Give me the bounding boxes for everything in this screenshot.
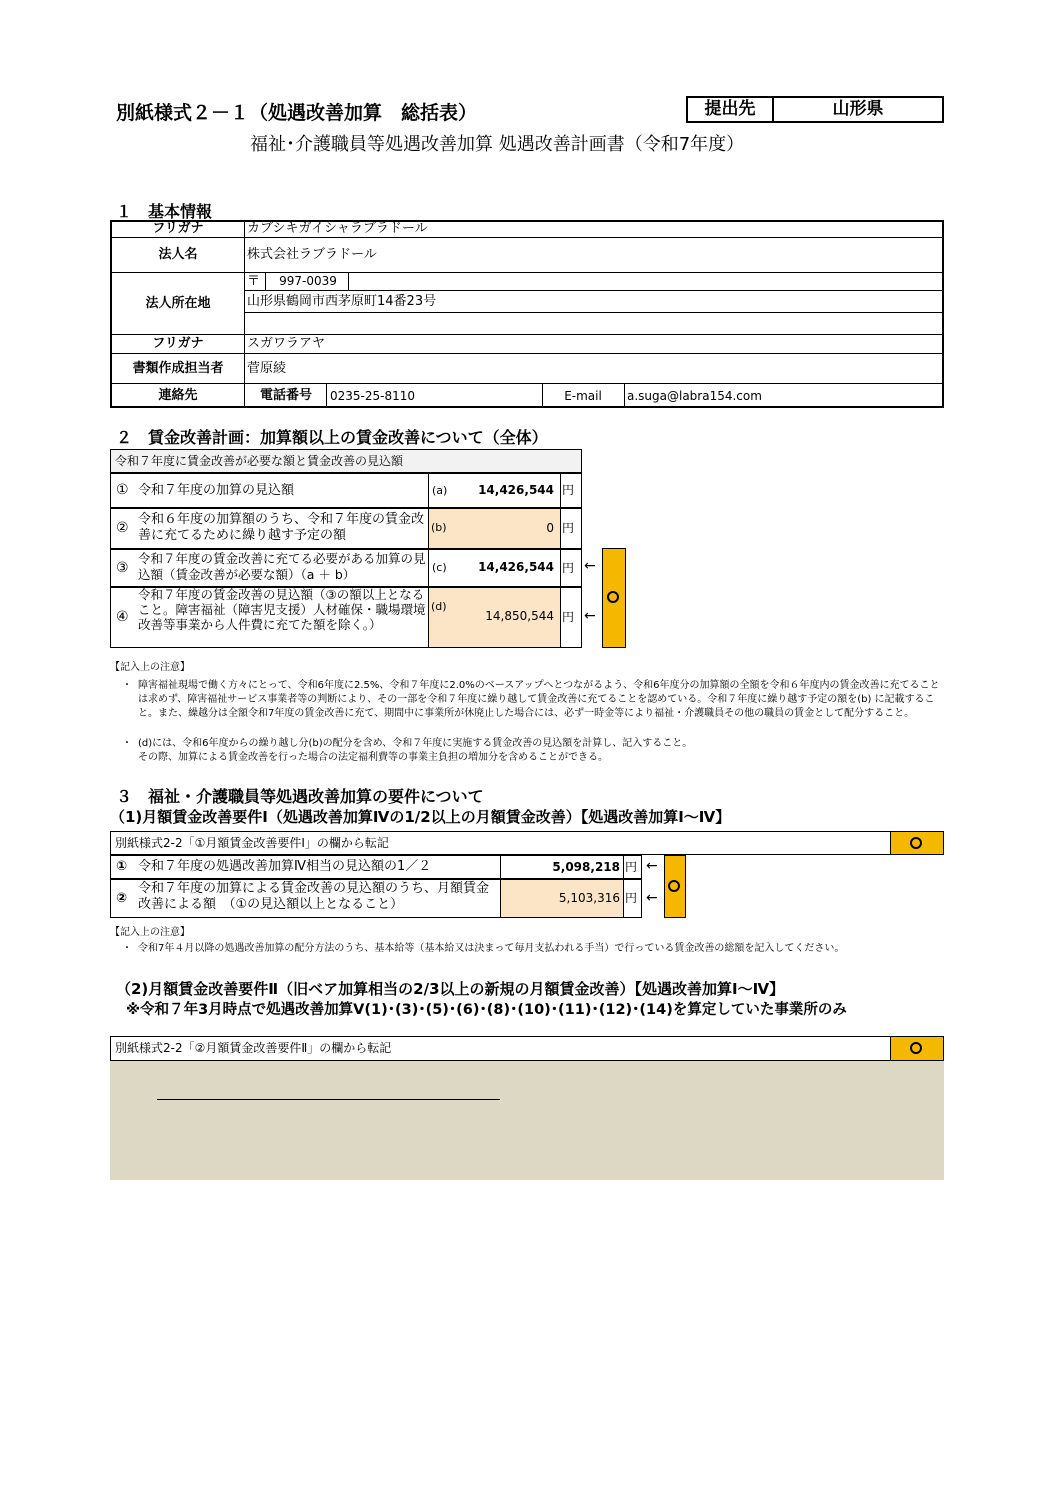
circle-ok-icon [910, 1042, 922, 1054]
row4-code: (d) [431, 600, 447, 613]
furigana2-label: フリガナ [152, 336, 204, 351]
row2-value: 0 [546, 521, 554, 535]
sub1-row2-value[interactable]: 5,103,316 [501, 880, 623, 917]
row1-num: ① [116, 482, 129, 498]
circle-ok-icon [668, 880, 680, 892]
row1-value-cell[interactable] [430, 473, 560, 508]
doc-title: 福祉･介護職員等処遇改善加算 処遇改善計画書（令和7年度） [250, 134, 745, 155]
address-label: 法人所在地 [145, 296, 211, 311]
corp-name-value[interactable]: 株式会社ラブラドール [247, 247, 377, 262]
tel-value[interactable]: 0235-25-8110 [330, 389, 416, 403]
author-label: 書類作成担当者 [132, 361, 224, 376]
row2-num: ② [116, 520, 129, 536]
row1-value: 14,426,544 [478, 483, 554, 497]
submit-value[interactable]: 山形県 [832, 99, 884, 119]
sub2-title: （2)月額賃金改善要件Ⅱ（旧ベア加算相当の2/3以上の新規の月額賃金改善）【処遇改善加算Ⅰ～Ⅳ】 [116, 980, 785, 998]
row1-text: 令和７年度の加算の見込額 [138, 483, 295, 498]
postal-mark: 〒 [247, 274, 261, 289]
row3-value: 14,426,544 [478, 560, 554, 574]
row2-unit: 円 [562, 521, 575, 535]
row2-value-cell[interactable] [429, 509, 560, 548]
sub1-row1-unit: 円 [625, 860, 638, 874]
sub2-subtitle: ※令和７年3月時点で処遇改善加算Ⅴ(1)･(3)･(5)･(6)･(8)･(10)･(11)･(12)･(14)を算定していた事業所のみ [126, 1002, 847, 1018]
status-marker-wage [602, 548, 626, 648]
sub1-row2-arrow: ← [646, 890, 658, 906]
sub2-line-1 [157, 1060, 500, 1061]
sub1-note-title: 【記入上の注意】 [110, 927, 190, 938]
row1-code: (a) [432, 484, 448, 497]
sub1-title: （1)月額賃金改善要件Ⅰ（処遇改善加算Ⅳの1/2以上の月額賃金改善）【処遇改善加算Ⅰ～Ⅳ】 [110, 808, 731, 826]
circle-ok-icon [607, 591, 619, 603]
author-value[interactable]: 菅原綾 [247, 361, 287, 376]
circle-ok-icon [910, 837, 922, 849]
row4-value: 14,850,544 [485, 609, 554, 623]
sub1-note: 令和7年４月以降の処遇改善加算の配分方法のうち、基本給等（基本給又は決まって毎月支払われる手当）で行っている賃金改善の総額を記入してください。 [138, 943, 845, 954]
sub1-row2-text: 令和７年度の加算による賃金改善の見込額のうち、月額賃金改善による額 （①の見込額以上となること） [138, 881, 490, 913]
wage-table-header-text: 令和７年度に賃金改善が必要な額と賃金改善の見込額 [115, 454, 404, 468]
section2-note-3: その際、加算による賃金改善を行った場合の法定福利費等の事業主負担の増加分を含めることができる。 [138, 752, 608, 763]
row1-unit: 円 [562, 483, 575, 497]
submit-box [686, 96, 944, 123]
submit-label: 提出先 [688, 98, 774, 121]
email-label: E-mail [564, 389, 602, 403]
status-marker-sub2 [890, 1036, 944, 1061]
address-value[interactable]: 山形県鶴岡市西茅原町14番23号 [247, 294, 437, 309]
row4-num: ④ [116, 609, 129, 625]
row2-text: 令和６年度の加算額のうち、令和７年度の賃金改善に充てるために繰り越す予定の額 [138, 512, 425, 544]
sub1-row1-num: ① [116, 859, 128, 874]
sub1-row2-unit: 円 [625, 891, 638, 905]
status-marker-sub1-rows [664, 855, 686, 918]
row4-arrow: ← [584, 608, 596, 624]
contact-label: 連絡先 [158, 388, 198, 403]
corp-name-label: 法人名 [158, 247, 198, 262]
sub2-line-2 [157, 1099, 500, 1100]
sub1-row2-num: ② [116, 891, 128, 906]
wage-table-header [110, 449, 582, 473]
row3-unit: 円 [562, 561, 575, 575]
row4-text: 令和７年度の賃金改善の見込額（③の額以上となること。障害福祉（障害児支援）人材確保・職場環境改善等事業から人件費に充てた額を除く。） [138, 587, 426, 632]
row3-arrow: ← [584, 558, 596, 574]
sub2-transfer-text: 別紙様式2-2「②月額賃金改善要件Ⅱ」の欄から転記 [115, 1041, 392, 1055]
address-line2[interactable] [247, 313, 937, 334]
section1-title: １ 基本情報 [116, 202, 213, 221]
section2-note-2: (d)には、令和6年度からの繰り越し分(b)の配分を含め、令和７年度に実施する賃金改善の見込額を計算し、記入すること。 [138, 738, 693, 749]
row3-code: (c) [432, 561, 447, 574]
section2-note-1: 障害福祉現場で働く方々にとって、令和6年度に2.5%、令和７年度に2.0%のベースアップへとつながるよう、令和6年度分の加算額の全額を令和６年度内の賃金改善に充てることは求めず、障害福祉サービス事業者等の判断により、その一部を令和７年度に繰り越して賃金改善に充てることを認めている。令和７年度に繰り越す予定の額を(b) に記載すること。また、繰越分は全額令和7年度の賃金改善に充て、期間中に事業所が休廃止した場合には、必ず一時金等により福祉・介護職員その他の職員の賃金として配分すること。 [138, 680, 940, 719]
row4-value-cell[interactable] [429, 588, 560, 647]
row2-code: (b) [431, 521, 447, 534]
email-value[interactable]: a.suga@labra154.com [627, 389, 762, 403]
form-title: 別紙様式２－１（処遇改善加算 総括表） [116, 102, 478, 124]
row3-text: 令和７年度の賃金改善に充てる必要がある加算の見込額（賃金改善が必要な額）（a ＋ b） [138, 551, 426, 582]
sub1-row1-arrow: ← [646, 858, 658, 874]
section2-note-title: 【記入上の注意】 [110, 662, 190, 673]
sub1-row1-value[interactable]: 5,098,218 [552, 860, 620, 874]
furigana-label: フリガナ [152, 221, 204, 236]
row4-unit: 円 [562, 610, 575, 624]
tel-label: 電話番号 [259, 388, 312, 403]
section2-title: ２ 賃金改善計画：加算額以上の賃金改善について（全体） [116, 428, 548, 447]
status-marker-sub1 [890, 831, 944, 855]
row3-num: ③ [116, 560, 129, 576]
sub2-transfer-row [110, 1036, 944, 1061]
furigana2-value[interactable]: スガワラアヤ [247, 336, 326, 351]
sub1-row1-text: 令和７年度の処遇改善加算Ⅳ相当の見込額の1／２ [138, 859, 432, 874]
furigana-value[interactable]: カブシキガイシャラブラドール [247, 221, 428, 236]
section3-title: ３ 福祉・介護職員等処遇改善加算の要件について [116, 787, 484, 806]
sub2-disabled-area [110, 1061, 944, 1180]
row3-value-cell[interactable] [430, 549, 560, 587]
postal-code[interactable]: 997-0039 [279, 274, 337, 288]
sub1-transfer-text: 別紙様式2-2「①月額賃金改善要件Ⅰ」の欄から転記 [115, 836, 389, 850]
sub1-transfer-row [110, 831, 944, 855]
